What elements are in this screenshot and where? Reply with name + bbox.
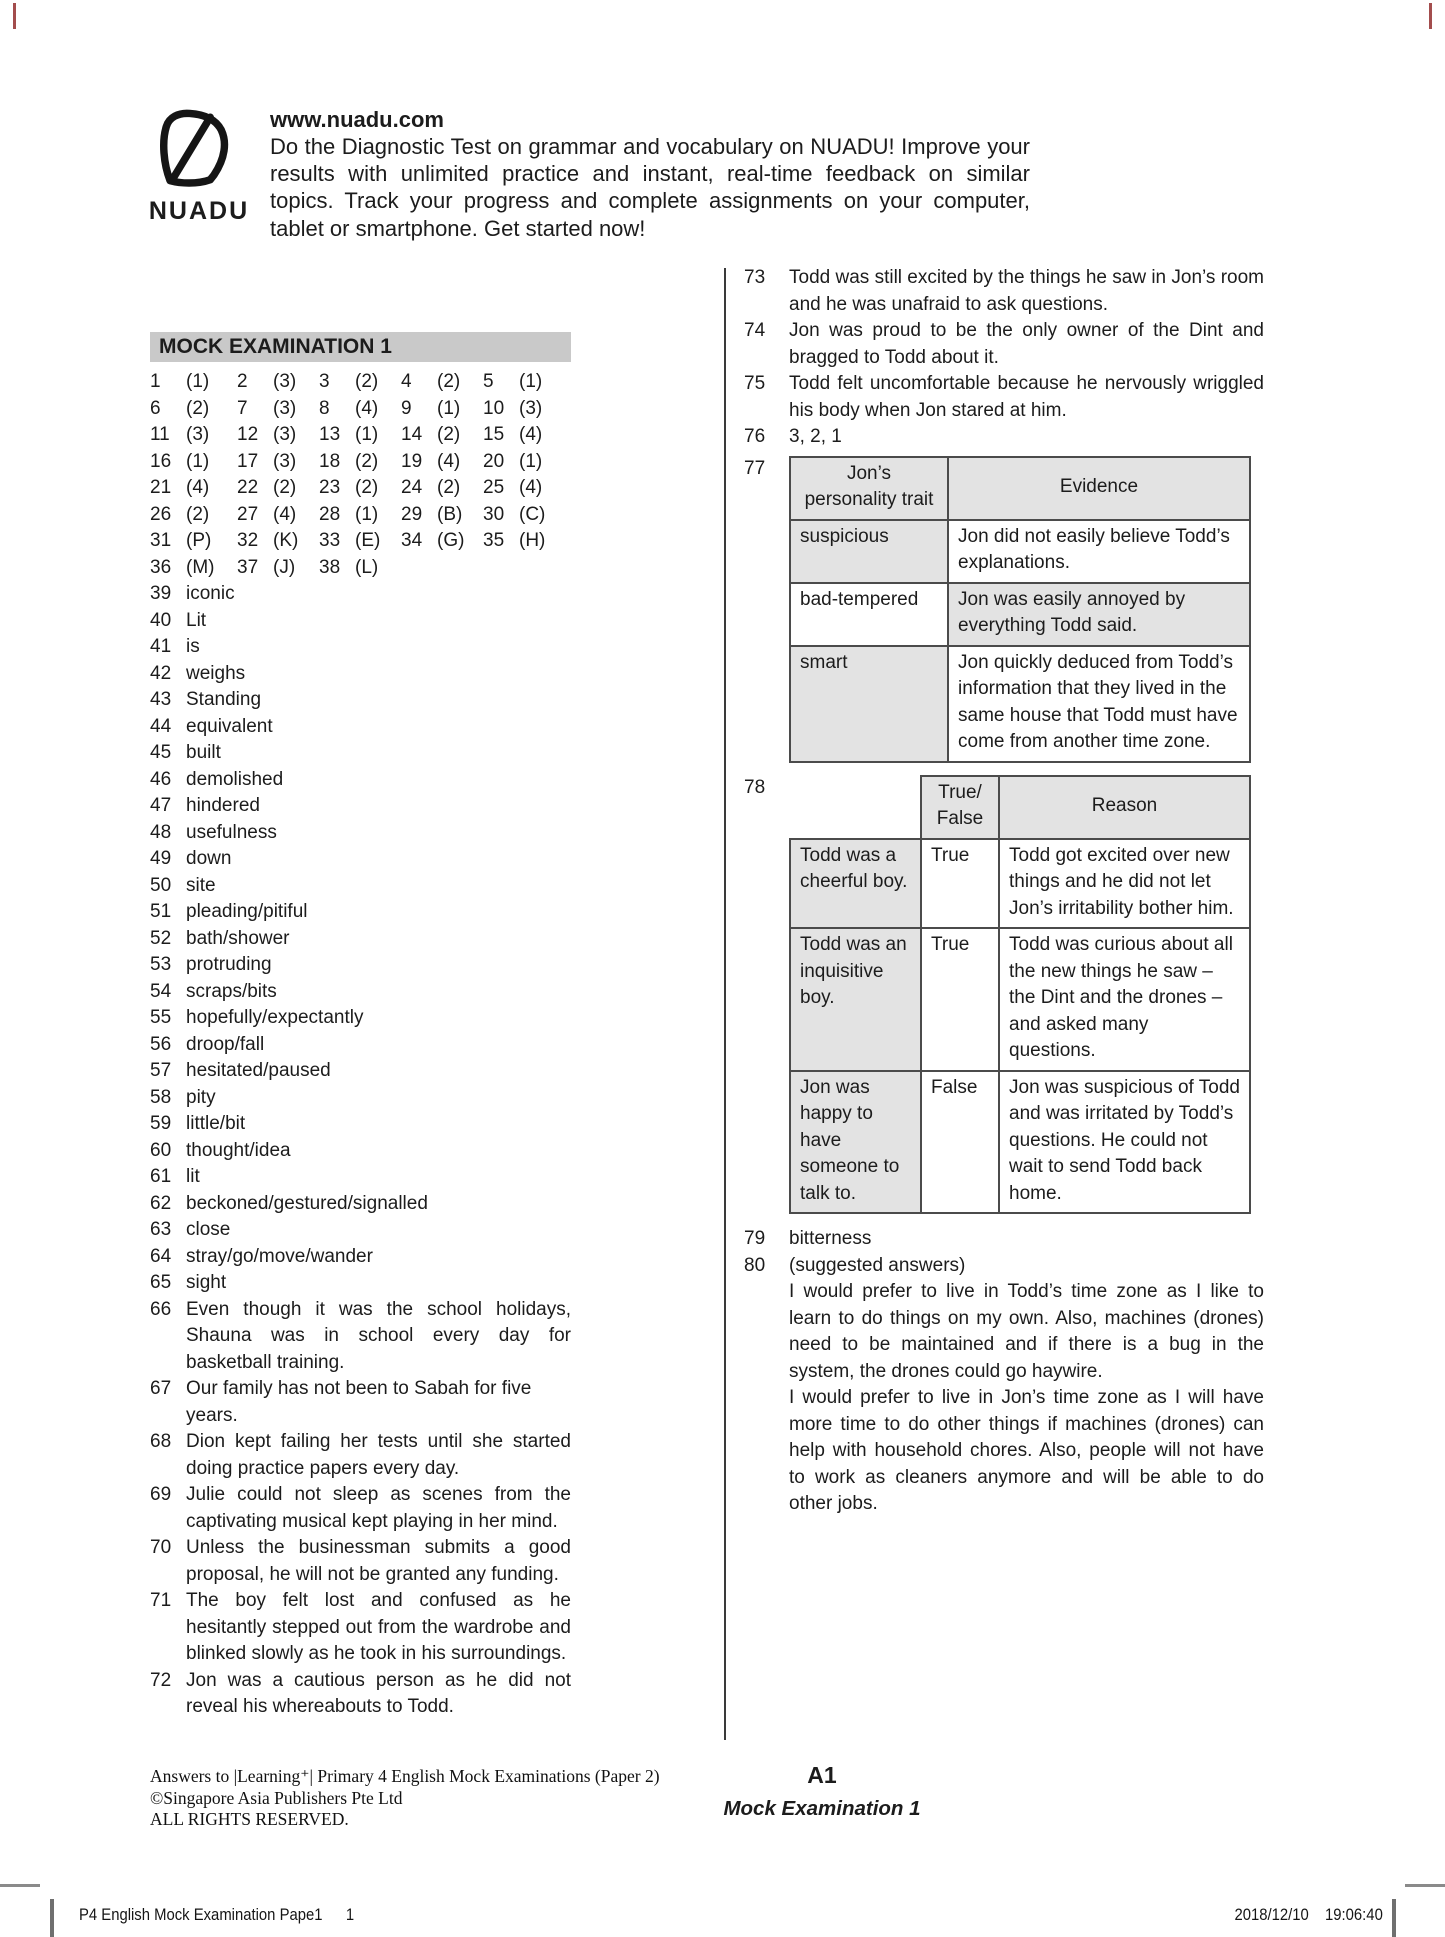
question-number: 12 [237,424,259,445]
table-header-cell: Evidence [948,457,1250,520]
question-number: 8 [319,397,330,419]
section-banner: MOCK EXAMINATION 1 [150,332,571,362]
answer-choice: (2) [437,424,461,445]
question-number: 65 [150,1272,172,1293]
answer-choice: (M) [186,556,215,578]
personality-trait-cell: suspicious [790,520,948,583]
question-number: 79 [744,1228,766,1249]
answer-item [150,793,571,820]
answer-paragraph: I would prefer to live in Jon’s time zone as I will have more time to do other things if machines (drones) can help with household chores. Also, people will not have to work as cleaners anymore and will be able to do other jobs. [789,1387,1264,1514]
answer-list-left [150,581,571,1721]
question-number: 61 [150,1166,172,1187]
answer-choice: (1) [186,450,210,472]
answers-column-left [150,332,571,1721]
answer-choice: (2) [273,477,297,498]
question-number: 34 [401,530,423,551]
answer-choice: (2) [186,397,210,419]
answer-choice: (P) [186,530,212,551]
answer-text: iconic [186,583,235,604]
question-78-block [744,775,1264,1215]
table-row [790,520,1250,583]
answer-item [150,1270,571,1297]
answer-text: Dion kept failing her tests until she started doing practice papers every day. [186,1431,571,1479]
answer-choice: (4) [273,503,297,525]
answer-text: hesitated/paused [186,1060,331,1081]
question-number: 57 [150,1060,172,1081]
answer-text: Unless the businessman submits a good proposal, he will not be granted any funding. [186,1537,571,1585]
question-number: 66 [150,1298,172,1320]
mcq-grid-row [150,475,571,502]
question-number: 78 [744,776,766,798]
promo-block [270,106,1030,242]
question-number: 67 [150,1378,172,1399]
question-number: 44 [150,715,172,737]
answer-item [150,926,571,953]
question-number: 59 [150,1113,172,1134]
answer-choice: (3) [273,397,297,419]
question-number: 3 [319,371,330,392]
question-number: 24 [401,477,423,498]
question-number: 31 [150,530,172,551]
mcq-grid-row [150,369,571,396]
answer-choice: (4) [519,477,543,498]
answer-text: usefulness [186,821,277,843]
page-reference [702,1762,942,1821]
question-number: 37 [237,556,259,578]
question-number: 63 [150,1219,172,1240]
question-number: 53 [150,954,172,975]
question-number: 76 [744,426,766,447]
question-number: 30 [483,503,505,525]
answer-choice: (E) [355,530,381,551]
answer-choice: (1) [355,503,379,525]
print-strip-bar-left [50,1899,54,1937]
answer-text: Standing [186,689,262,710]
question-number: 13 [319,424,341,445]
answer-item [150,1244,571,1271]
mcq-grid-row [150,449,571,476]
nuadu-url: www.nuadu.com [270,107,444,132]
blank-header-cell [790,776,921,839]
answers-column-right [744,265,1264,1518]
question-number: 18 [319,450,341,472]
crop-mark-bottom-right [1405,1884,1445,1887]
table-row [790,928,1250,1071]
answer-item [150,1085,571,1112]
answer-choice: (J) [273,556,296,578]
crop-mark-bottom-left [0,1884,40,1887]
print-page-number: 1 [345,1906,355,1924]
question-number: 10 [483,397,505,419]
question-number: 64 [150,1245,172,1267]
true-false-table [789,775,1251,1215]
table-row [790,1071,1250,1214]
answer-choice: (3) [273,371,297,392]
answer-text: hindered [186,795,260,816]
table-row [790,583,1250,646]
crop-mark-top-right [1429,3,1432,29]
question-number: 9 [401,397,412,419]
answer-list-right-tail [744,1226,1264,1518]
mcq-grid-row [150,396,571,423]
answer-choice: (2) [355,371,379,392]
answer-choice: (1) [519,450,543,472]
question-number: 19 [401,450,423,472]
brand-header [148,106,1030,242]
publisher-imprint [150,1766,660,1831]
question-number: 7 [237,397,248,419]
answer-text: bath/shower [186,927,290,949]
answer-choice: (3) [519,397,543,419]
question-number: 75 [744,373,766,394]
answer-item [150,1429,571,1482]
question-number: 43 [150,689,172,710]
answer-text: Lit [186,609,207,631]
crop-mark-top-left [13,3,16,29]
answer-text: stray/go/move/wander [186,1245,373,1267]
answer-item [150,581,571,608]
answer-choice: (1) [519,371,543,392]
statement-cell: Jon was happy to have someone to talk to. [790,1071,921,1214]
question-number: 69 [150,1484,172,1505]
mcq-grid-row [150,555,571,582]
question-number: 52 [150,927,172,949]
answer-item [150,661,571,688]
answer-item [150,1191,571,1218]
answer-choice: (B) [437,503,463,525]
answer-text: 3, 2, 1 [789,426,842,447]
question-number: 55 [150,1007,172,1028]
answer-text: bitterness [789,1228,872,1249]
question-number: 4 [401,371,412,392]
answer-text: Jon was a cautious person as he did not reveal his whereabouts to Todd. [186,1669,571,1717]
true-false-cell: True [921,928,999,1071]
question-number: 58 [150,1086,172,1108]
question-number: 80 [744,1254,766,1276]
answer-text: beckoned/gestured/signalled [186,1192,428,1214]
answer-item [150,1111,571,1138]
question-number: 40 [150,609,172,631]
table-row [790,839,1250,929]
answer-text: close [186,1219,231,1240]
table-header-row [790,457,1250,520]
question-number: 26 [150,503,172,525]
table-header-cell: Reason [999,776,1250,839]
answer-item [150,1058,571,1085]
page-section-label: Mock Examination 1 [723,1797,921,1820]
question-number: 71 [150,1590,172,1611]
question-number: 29 [401,503,423,525]
question-number: 16 [150,450,172,472]
question-number: 68 [150,1431,172,1452]
question-number: 73 [744,267,766,288]
answer-item [150,740,571,767]
answer-choice: (2) [437,477,461,498]
answer-list-right [744,265,1264,451]
answer-choice: (4) [519,424,543,445]
imprint-line: ©Singapore Asia Publishers Pte Ltd [150,1787,403,1808]
answer-text: sight [186,1272,227,1293]
print-date: 2018/12/10 [1234,1906,1309,1924]
question-number: 27 [237,503,259,525]
question-number: 22 [237,477,259,498]
question-number: 42 [150,662,172,684]
question-number: 2 [237,371,248,392]
question-number: 70 [150,1537,172,1558]
question-number: 41 [150,636,172,657]
print-file-info [79,1906,354,1925]
answer-text: hopefully/expectantly [186,1007,364,1028]
question-number: 74 [744,320,766,341]
answer-item [150,767,571,794]
answer-item [744,265,1264,318]
table-row [790,646,1250,762]
answer-text: pity [186,1086,216,1108]
answer-text: droop/fall [186,1033,265,1055]
answer-item [150,1535,571,1588]
question-number: 17 [237,450,259,472]
answer-item [150,714,571,741]
question-number: 62 [150,1192,172,1214]
answer-item [150,1668,571,1721]
question-number: 56 [150,1033,172,1055]
imprint-line: ALL RIGHTS RESERVED. [150,1809,349,1829]
logo-wordmark: NUADU [148,197,250,225]
answer-item [150,979,571,1006]
answer-choice: (2) [355,450,379,472]
imprint-line: Answers to |Learning⁺| Primary 4 English Mock Examinations (Paper 2) [150,1766,660,1786]
evidence-cell: Jon was easily annoyed by everything Todd said. [948,583,1250,646]
answer-item [150,1297,571,1377]
nuadu-logo-block [148,106,250,242]
print-timestamp [1235,1906,1383,1925]
evidence-cell: Jon did not easily believe Todd’s explanations. [948,520,1250,583]
answer-text: built [186,742,221,763]
question-number: 25 [483,477,505,498]
question-number: 72 [150,1669,172,1691]
print-time: 19:06:40 [1325,1906,1383,1924]
question-number: 21 [150,477,172,498]
answer-item [150,1164,571,1191]
evidence-cell: Jon quickly deduced from Todd’s information that they lived in the same house that Todd must have come from another time zone. [948,646,1250,762]
answer-text: little/bit [186,1113,246,1134]
question-number: 32 [237,530,259,551]
answer-text: Todd was still excited by the things he saw in Jon’s room and he was unafraid to ask questions. [789,267,1264,315]
answer-item [150,1588,571,1668]
answer-item [150,873,571,900]
answer-item [150,952,571,979]
answer-text: Our family has not been to Sabah for five years. [186,1378,532,1426]
answer-item [150,1138,571,1165]
answer-choice: (H) [519,530,546,551]
answer-choice: (L) [355,556,379,578]
answer-text: equivalent [186,715,273,737]
print-strip-bar-right [1392,1899,1396,1937]
question-number: 23 [319,477,341,498]
table-header-cell: Jon’s personality trait [790,457,948,520]
answer-item [150,1005,571,1032]
personality-trait-cell: smart [790,646,948,762]
answer-item [744,371,1264,424]
answer-choice: (2) [186,503,210,525]
answer-item [150,608,571,635]
answer-item [150,1217,571,1244]
answer-text: scraps/bits [186,980,277,1002]
question-number: 20 [483,450,505,472]
mcq-answer-grid [150,369,571,581]
answer-choice: (K) [273,530,299,551]
question-number: 47 [150,795,172,816]
answer-text: Even though it was the school holidays, Shauna was in school every day for basketball training. [186,1298,571,1373]
question-number: 1 [150,371,161,392]
answer-paragraph: I would prefer to live in Todd’s time zone as I like to learn to do things on my own. Also, machines (drones) need to be maintained and if there is a bug in the system, the drones could go haywire. [789,1281,1264,1382]
answer-choice: (3) [186,424,210,445]
answer-item [744,1253,1264,1518]
question-number: 50 [150,874,172,896]
answer-text: lit [186,1166,200,1187]
answer-text: demolished [186,768,284,790]
question-number: 6 [150,397,161,419]
answer-choice: (1) [355,424,379,445]
question-number: 39 [150,583,172,604]
mcq-grid-row [150,422,571,449]
true-false-cell: True [921,839,999,929]
promo-text: Do the Diagnostic Test on grammar and vocabulary on NUADU! Improve your results with unlimited practice and instant, real-time feedback on similar topics. Track your progress and complete assignments on your computer, tablet or smartphone. Get started now! [270,134,1030,241]
answer-choice: (4) [186,477,210,498]
question-number: 49 [150,848,172,869]
answer-item [150,1032,571,1059]
answer-item [150,634,571,661]
answer-choice: (4) [437,450,461,472]
answer-item [150,687,571,714]
answer-choice: (2) [437,371,461,392]
answer-choice: (2) [355,477,379,498]
question-number: 77 [744,457,766,479]
statement-cell: Todd was an inquisitive boy. [790,928,921,1071]
answer-paragraph: (suggested answers) [789,1254,966,1276]
reason-cell: Jon was suspicious of Todd and was irritated by Todd’s questions. He could not wait to send Todd back home. [999,1071,1250,1214]
page-code: A1 [807,1762,837,1788]
mcq-grid-row [150,528,571,555]
reason-cell: Todd got excited over new things and he did not let Jon’s irritability bother him. [999,839,1250,929]
answer-text: Todd felt uncomfortable because he nervously wriggled his body when Jon stared at him. [789,373,1264,421]
reason-cell: Todd was curious about all the new things he saw – the Dint and the drones – and asked many questions. [999,928,1250,1071]
mcq-grid-row [150,502,571,529]
statement-cell: Todd was a cheerful boy. [790,839,921,929]
question-number: 45 [150,742,172,763]
answer-item [150,1376,571,1429]
answer-text: protruding [186,954,272,975]
question-number: 46 [150,768,172,790]
personality-trait-table [789,456,1251,763]
answer-item [744,1226,1264,1253]
answer-choice: (C) [519,503,546,525]
answer-choice: (1) [186,371,210,392]
question-number: 11 [150,424,170,445]
true-false-cell: False [921,1071,999,1214]
answer-choice: (3) [273,450,297,472]
answer-item [150,1482,571,1535]
question-number: 51 [150,901,172,922]
question-77-block [744,456,1264,763]
question-number: 5 [483,371,494,392]
answer-choice: (1) [437,397,461,419]
question-number: 28 [319,503,341,525]
answer-choice: (4) [355,397,379,419]
column-divider [724,268,726,1740]
question-number: 15 [483,424,505,445]
answer-item [744,318,1264,371]
question-number: 35 [483,530,505,551]
table-header-row [790,776,1250,839]
answer-text: site [186,874,216,896]
nuadu-logo-icon [152,106,246,190]
question-number: 60 [150,1139,172,1161]
answer-item [150,846,571,873]
question-number: 36 [150,556,172,578]
answer-choice: (G) [437,530,465,551]
answer-item [744,424,1264,451]
question-number: 54 [150,980,172,1002]
answer-text: is [186,636,200,657]
answer-item [150,899,571,926]
answer-text: pleading/pitiful [186,901,308,922]
answer-text: Jon was proud to be the only owner of the Dint and bragged to Todd about it. [789,320,1264,368]
question-number: 33 [319,530,341,551]
answer-text: down [186,848,232,869]
answer-text [789,1253,1264,1518]
answer-text: Julie could not sleep as scenes from the captivating musical kept playing in her mind. [186,1484,571,1532]
table-header-cell: True/ False [921,776,999,839]
answer-text: weighs [186,662,246,684]
answer-item [150,820,571,847]
answer-text: The boy felt lost and confused as he hesitantly stepped out from the wardrobe and blinked slowly as he took in his surroundings. [186,1590,571,1664]
answer-choice: (3) [273,424,297,445]
personality-trait-cell: bad-tempered [790,583,948,646]
question-number: 48 [150,821,172,843]
question-number: 14 [401,424,423,445]
answer-text: thought/idea [186,1139,291,1161]
question-number: 38 [319,556,341,578]
print-file-label: P4 English Mock Examination Pape1 [79,1906,323,1924]
